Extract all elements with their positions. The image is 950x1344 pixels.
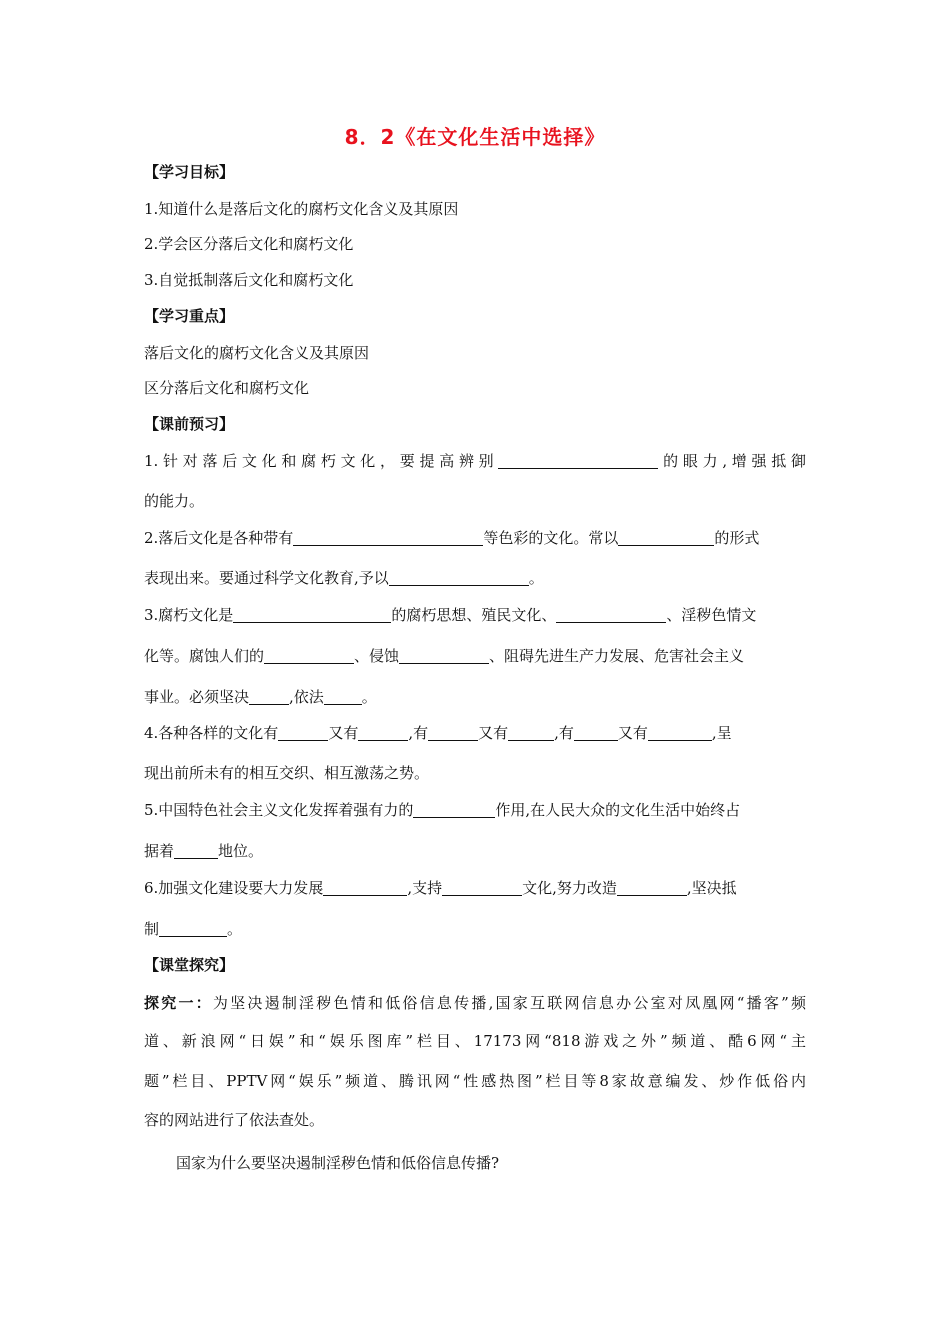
q2-text: 。: [528, 569, 544, 587]
key-points-heading: 【学习重点】: [144, 307, 235, 325]
preview-q5-line2: [144, 840, 806, 862]
q6-text: ,支持: [407, 879, 443, 897]
fill-blank[interactable]: [556, 606, 666, 623]
q4-text: ,有: [408, 724, 429, 742]
q4-text: 4.各种各样的文化有: [144, 724, 279, 742]
preview-q1-line1: [144, 450, 806, 472]
preview-q2-line2: [144, 567, 806, 589]
fill-blank[interactable]: [264, 647, 354, 664]
inquiry-text: 为坚决遏制淫秽色情和低俗信息传播,国家互联网信息办公室对凤凰网“播客”频: [212, 994, 806, 1012]
inquiry-line: 题”栏目、PPTV网“娱乐”频道、腾讯网“性感热图”栏目等8家故意编发、炒作低俗内: [144, 1072, 806, 1090]
q6-text: 文化,努力改造: [522, 879, 617, 897]
inquiry-line: [144, 992, 806, 1014]
q5-text: 地位。: [218, 842, 264, 860]
preview-q4-line1: [144, 722, 806, 744]
fill-blank[interactable]: [618, 529, 714, 546]
q5-text: 据着: [144, 842, 175, 860]
q2-text: 2.落后文化是各种带有: [144, 529, 294, 547]
q6-text: ,坚决抵: [686, 879, 737, 897]
objective-item: 3.自觉抵制落后文化和腐朽文化: [144, 271, 354, 289]
fill-blank[interactable]: [498, 452, 658, 469]
preview-q3-line2: [144, 645, 806, 667]
q6-text: 制: [144, 920, 160, 938]
inquiry-line: 容的网站进行了依法查处。: [144, 1111, 325, 1129]
q3-text: 、阻碍先进生产力发展、危害社会主义: [489, 647, 745, 665]
fill-blank[interactable]: [159, 920, 227, 937]
q4-text: 又有: [478, 724, 509, 742]
inquiry-question: 国家为什么要坚决遏制淫秽色情和低俗信息传播?: [176, 1154, 500, 1172]
q4-text: ,呈: [711, 724, 732, 742]
fill-blank[interactable]: [617, 879, 687, 896]
q5-text: 作用,在人民大众的文化生活中始终占: [495, 801, 741, 819]
fill-blank[interactable]: [174, 842, 218, 859]
preview-q2-line1: [144, 527, 806, 549]
preview-heading: 【课前预习】: [144, 415, 235, 433]
objective-item: 1.知道什么是落后文化的腐朽文化含义及其原因: [144, 200, 459, 218]
fill-blank[interactable]: [278, 724, 328, 741]
q4-text: 又有: [328, 724, 359, 742]
q3-text: ,依法: [289, 688, 324, 706]
q3-text: 3.腐朽文化是: [144, 606, 234, 624]
q5-text: 5.中国特色社会主义文化发挥着强有力的: [144, 801, 414, 819]
fill-blank[interactable]: [323, 879, 407, 896]
q1-text: 的眼力,增强抵御: [658, 452, 806, 470]
fill-blank[interactable]: [442, 879, 522, 896]
q3-text: 、侵蚀: [354, 647, 400, 665]
q4-text: 又有: [617, 724, 648, 742]
objectives-heading: 【学习目标】: [144, 163, 235, 181]
preview-q1-line2: 的能力。: [144, 492, 205, 510]
q3-text: 的腐朽思想、殖民文化、: [391, 606, 557, 624]
preview-q6-line1: [144, 877, 806, 899]
q3-text: 。: [361, 688, 377, 706]
inquiry-heading: 【课堂探究】: [144, 956, 235, 974]
preview-q5-line1: [144, 799, 806, 821]
q2-text: 的形式: [714, 529, 760, 547]
fill-blank[interactable]: [508, 724, 554, 741]
q2-text: 表现出来。要通过科学文化教育,予以: [144, 569, 389, 587]
preview-q3-line3: [144, 686, 806, 708]
key-point-item: 落后文化的腐朽文化含义及其原因: [144, 344, 370, 362]
q4-text: ,有: [554, 724, 574, 742]
inquiry-label: 探究一：: [144, 994, 213, 1012]
preview-q6-line2: [144, 918, 806, 940]
fill-blank[interactable]: [233, 606, 391, 623]
fill-blank[interactable]: [293, 529, 483, 546]
fill-blank[interactable]: [324, 688, 362, 705]
q3-text: 化等。腐蚀人们的: [144, 647, 265, 665]
fill-blank[interactable]: [648, 724, 712, 741]
fill-blank[interactable]: [399, 647, 489, 664]
preview-q3-line1: [144, 604, 806, 626]
fill-blank[interactable]: [358, 724, 408, 741]
q2-text: 等色彩的文化。常以: [483, 529, 619, 547]
fill-blank[interactable]: [574, 724, 618, 741]
fill-blank[interactable]: [389, 569, 529, 586]
q6-text: 。: [227, 920, 243, 938]
key-point-item: 区分落后文化和腐朽文化: [144, 379, 310, 397]
objective-item: 2.学会区分落后文化和腐朽文化: [144, 235, 354, 253]
fill-blank[interactable]: [413, 801, 495, 818]
q3-text: 事业。必须坚决: [144, 688, 250, 706]
fill-blank[interactable]: [428, 724, 478, 741]
q1-text: 1.针对落后文化和腐朽文化，要提高辨别: [144, 452, 499, 470]
document-title: 8．2《在文化生活中选择》: [344, 125, 606, 149]
inquiry-line: 道、新浪网“日娱”和“娱乐图库”栏目、17173网“818游戏之外”频道、酷6网“主: [144, 1032, 806, 1050]
q6-text: 6.加强文化建设要大力发展: [144, 879, 324, 897]
preview-q4-line2: 现出前所未有的相互交织、相互激荡之势。: [144, 764, 430, 782]
q3-text: 、淫秽色情文: [666, 606, 757, 624]
fill-blank[interactable]: [249, 688, 289, 705]
